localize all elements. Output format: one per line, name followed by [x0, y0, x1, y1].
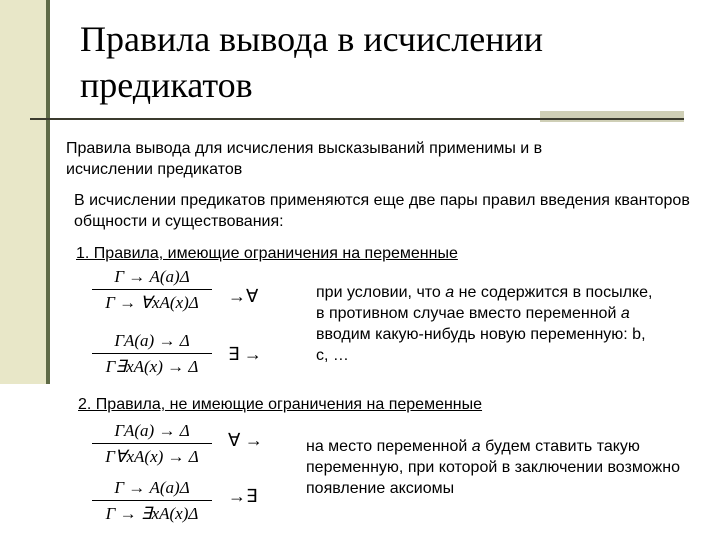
- rule-label-forall-left: ∀ →: [228, 430, 263, 450]
- rule-label-exists-left: ∃ →: [228, 344, 262, 364]
- rule-denominator: Γ → ∀xA(x)Δ: [105, 293, 199, 312]
- left-accent-stripe: [46, 0, 50, 384]
- note-text: не содержится в посылке, в противном случае вместо переменной: [316, 284, 653, 322]
- intro-paragraph: Правила вывода для исчисления высказываний применимы и в исчислении предикатов: [66, 140, 543, 178]
- section1-heading: 1. Правила, имеющие ограничения на переменные: [76, 245, 458, 262]
- rule-exists-left: [92, 330, 212, 378]
- note-text: будем ставить такую переменную, при которой в заключении возможно появление аксиомы: [306, 438, 680, 497]
- slide-title: Правила вывода в исчислении предикатов: [80, 19, 543, 105]
- note-text: на место переменной: [306, 438, 472, 455]
- section2-heading: 2. Правила, не имеющие ограничения на переменные: [78, 396, 483, 413]
- rule-forall-right: [92, 266, 212, 314]
- quantifier-paragraph: В исчислении предикатов применяются еще две пары правил введения кванторов общности и существования:: [74, 192, 690, 230]
- rule-exists-right: [92, 477, 212, 525]
- note-var: а: [445, 284, 455, 301]
- note-text: вводим какую-нибудь новую переменную: b, c, …: [316, 326, 646, 364]
- title-underline: [30, 118, 684, 120]
- fraction-bar: [92, 289, 212, 290]
- rule-numerator: ΓA(a) → Δ: [114, 421, 190, 440]
- section1-condition-note: [316, 282, 656, 366]
- section2-note: [306, 436, 696, 499]
- rule-numerator: ΓA(a) → Δ: [114, 331, 190, 350]
- note-var: а: [471, 438, 481, 455]
- rule-numerator: Γ → A(a)Δ: [114, 478, 190, 497]
- note-var: а: [620, 305, 630, 322]
- rule-numerator: Γ → A(a)Δ: [114, 267, 190, 286]
- note-text: при условии, что: [316, 284, 446, 301]
- rule-label-exists-right: →∃: [228, 486, 258, 506]
- rule-denominator: Γ∀xA(x) → Δ: [105, 447, 199, 466]
- rule-label-forall-right: →∀: [228, 286, 259, 306]
- left-decor-bar: [0, 0, 46, 384]
- fraction-bar: [92, 500, 212, 501]
- rule-denominator: Γ∃xA(x) → Δ: [105, 357, 199, 376]
- fraction-bar: [92, 443, 212, 444]
- fraction-bar: [92, 353, 212, 354]
- rule-forall-left: [92, 420, 212, 468]
- title-accent-block: [540, 111, 684, 122]
- rule-denominator: Γ → ∃xA(x)Δ: [105, 504, 199, 523]
